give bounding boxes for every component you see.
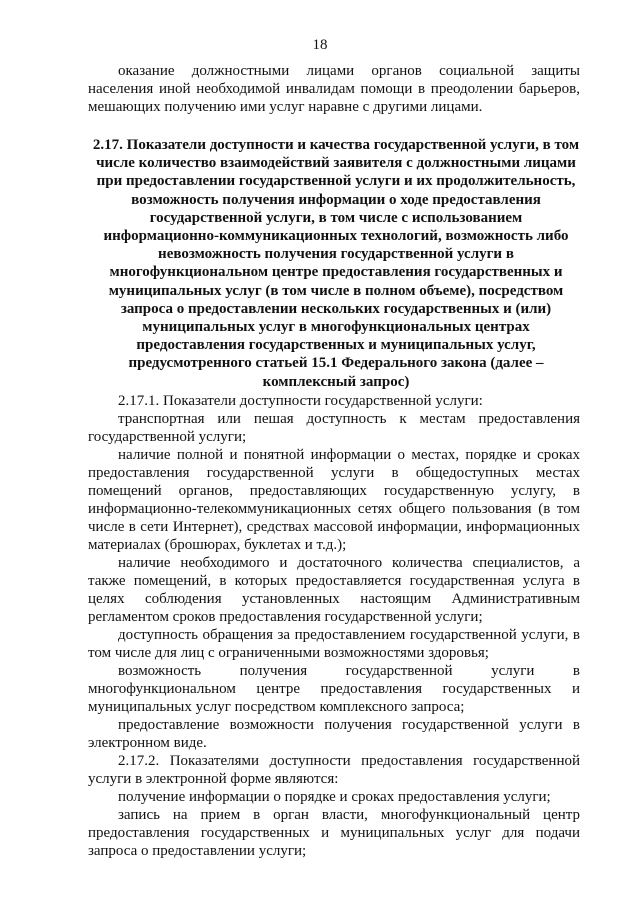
section-heading: 2.17. Показатели доступности и качества государственной услуги, в том числе количество взаимодействий заявителя с должностными лицами при предоставлении государственной услуги и их продолжительность, возможность получения информации о ходе предоставления государственной услуги, в том числе с использованием информационно-коммуникационных технологий, возможность либо невозможность получения государственной услуги в многофункциональном центре предоставления государственных и муниципальных услуг (в том числе в полном объеме), посредством запроса о предоставлении нескольких государственных и (или) муниципальных услуг в многофункциональных центрах предоставления государственных и муниципальных услуг, предусмотренного статьей 15.1 Федерального закона (далее – комплексный запрос) [92,137,580,390]
paragraph-mfc-complex-request: возможность получения государственной услуги в многофункциональном центре предоставления государственных и муниципальных услуг посредством комплексного запроса; [88,663,580,715]
paragraph-staff-premises: наличие необходимого и достаточного количества специалистов, а также помещений, в которых предоставляется государственная услуга в целях соблюдения установленных настоящим Административным регламентом сроков предоставления государственной услуги; [88,555,580,625]
paragraph-info-procedure: получение информации о порядке и сроках предоставления услуги; [118,789,551,805]
paragraph-electronic-service: предоставление возможности получения государственной услуги в электронном виде. [88,717,580,751]
intro-section [88,62,580,116]
page-number: 18 [312,37,328,53]
paragraph-2-17-1: 2.17.1. Показатели доступности государственной услуги: [118,393,483,409]
paragraph-appointment: запись на прием в орган власти, многофункциональный центр предоставления государственных и муниципальных услуг для подачи запроса о предоставлении услуги; [88,807,580,859]
paragraph-2-17-2: 2.17.2. Показателями доступности предоставления государственной услуги в электронной форме являются: [88,753,580,787]
body-section [88,392,580,860]
paragraph-information-availability: наличие полной и понятной информации о местах, порядке и сроках предоставления государственной услуги в общедоступных местах помещений органов, предоставляющих государственную услугу, в информационно-телекоммуникационных сетях общего пользования (в том числе в сети Интернет), средствах массовой информации, информационных материалах (брошюрах, буклетах и т.д.); [88,447,580,553]
paragraph-transport-access: транспортная или пешая доступность к местам предоставления государственной услуги; [88,411,580,445]
paragraph-access-disabled: доступность обращения за предоставлением государственной услуги, в том числе для лиц с ограниченными возможностями здоровья; [88,627,580,661]
intro-paragraph: оказание должностными лицами органов социальной защиты населения иной необходимой инвалидам помощи в преодолении барьеров, мешающих получению ими услуг наравне с другими лицами. [88,63,580,115]
